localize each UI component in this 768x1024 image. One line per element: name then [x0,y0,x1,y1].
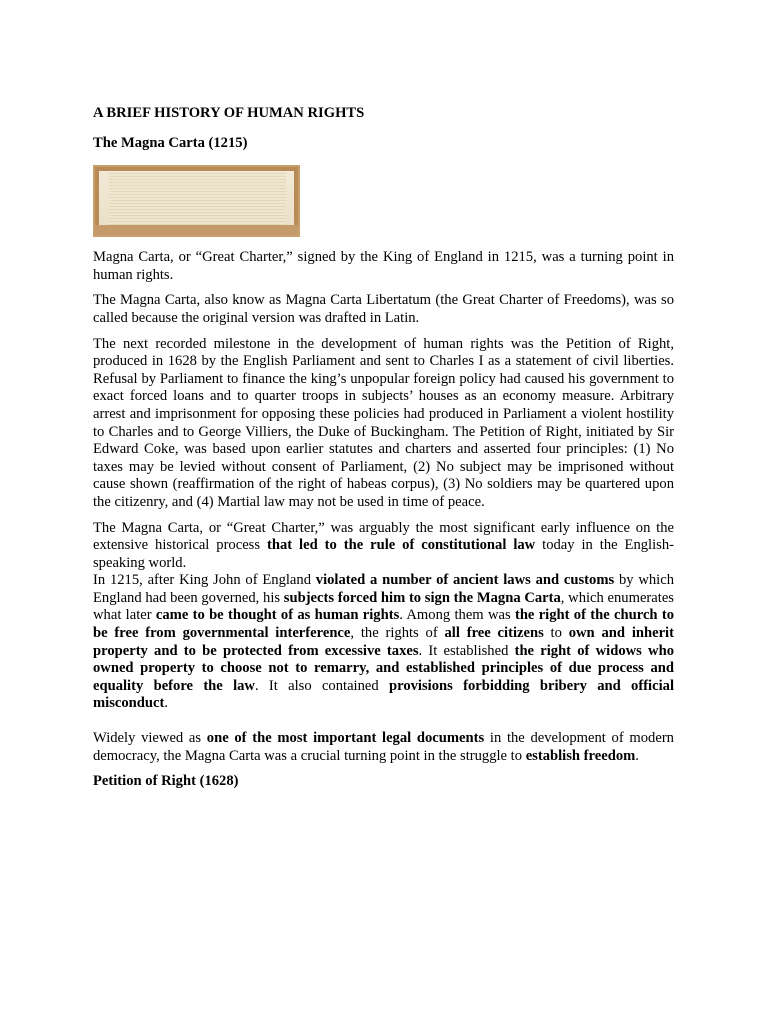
bold-run: provisions forbidding bribery and official misconduct [93,677,674,712]
paragraph-2: The Magna Carta, also know as Magna Carta Libertatum (the Great Charter of Freedoms), was so called because the original version was drafted in Latin. [93,292,674,326]
image-base [95,225,298,235]
paragraph-5 [93,572,674,713]
bold-run: that led to the rule of constitutional law [266,537,536,554]
text-run: . Among them was [399,607,515,624]
text-run: to [543,625,569,642]
section-heading-petition-of-right: Petition of Right (1628) [93,773,239,790]
bold-run: subjects forced him to sign the Magna Carta [283,589,561,606]
text-run: In 1215, after King John of England [93,572,316,589]
bold-run: the right of the church to be free from governmental interference [93,607,674,642]
bold-run: came to be thought of as human rights [155,607,400,624]
text-run: by which England had been governed, his [93,572,674,606]
bold-run: own and inherit property and to be protected from excessive taxes [93,625,674,659]
document-content [93,105,674,804]
bold-run: all free citizens [444,625,544,642]
text-run: The Magna Carta, or “Great Charter,” was arguably the most significant early influence on the extensive historical process [93,519,674,554]
text-run: today in the English-speaking world. [93,537,674,571]
text-run: , the rights of [350,625,445,642]
text-run: , which enumerates what later [93,589,674,624]
parchment-texture [109,173,286,227]
text-run: . [635,747,639,764]
paragraph-3: The next recorded milestone in the development of human rights was the Petition of Right, produced in 1628 by the English Parliament and sent to Charles I as a statement of civil liberties. Refusal by Parliament to finance the king’s unpopular foreign policy had caused his government to exact forced loans and to quarter troops in subjects’ houses as an economy measure. Arbitrary arrest and imprisonment for opposing these policies had produced in Parliament a violent hostility to Charles and to George Villiers, the Duke of Buckingham. The Petition of Right, initiated by Sir Edward Coke, was based upon earlier statutes and charters and asserted four principles: (1) No taxes may be levied without consent of Parliament, (2) No subject may be imprisoned without cause shown (reaffirmation of the right of habeas corpus), (3) No soldiers may be quartered upon the citizenry, and (4) Martial law may not be used in time of peace. [93,335,674,510]
magna-carta-document-image [93,165,300,237]
paragraph-1: Magna Carta, or “Great Charter,” signed by the King of England in 1215, was a turning point in human rights. [93,249,674,283]
document-title: A BRIEF HISTORY OF HUMAN RIGHTS [93,105,365,121]
section-heading-magna-carta: The Magna Carta (1215) [93,134,248,151]
bold-run: the right of widows who owned property to choose not to remarry, and established principles of due process and equality before the law [93,642,675,694]
bold-run: one of the most important legal documents [206,730,485,747]
text-run: Widely viewed as [93,730,207,747]
bold-run: establish freedom [525,747,636,764]
paragraph-4 [93,520,674,573]
paragraph-6 [93,730,674,765]
bold-run: violated a number of ancient laws and customs [315,572,615,589]
text-run: in the development of modern democracy, the Magna Carta was a crucial turning point in the struggle to [93,730,674,764]
text-run: . It also contained [254,677,389,694]
text-run: . [164,695,169,712]
text-run: . It established [418,642,515,659]
